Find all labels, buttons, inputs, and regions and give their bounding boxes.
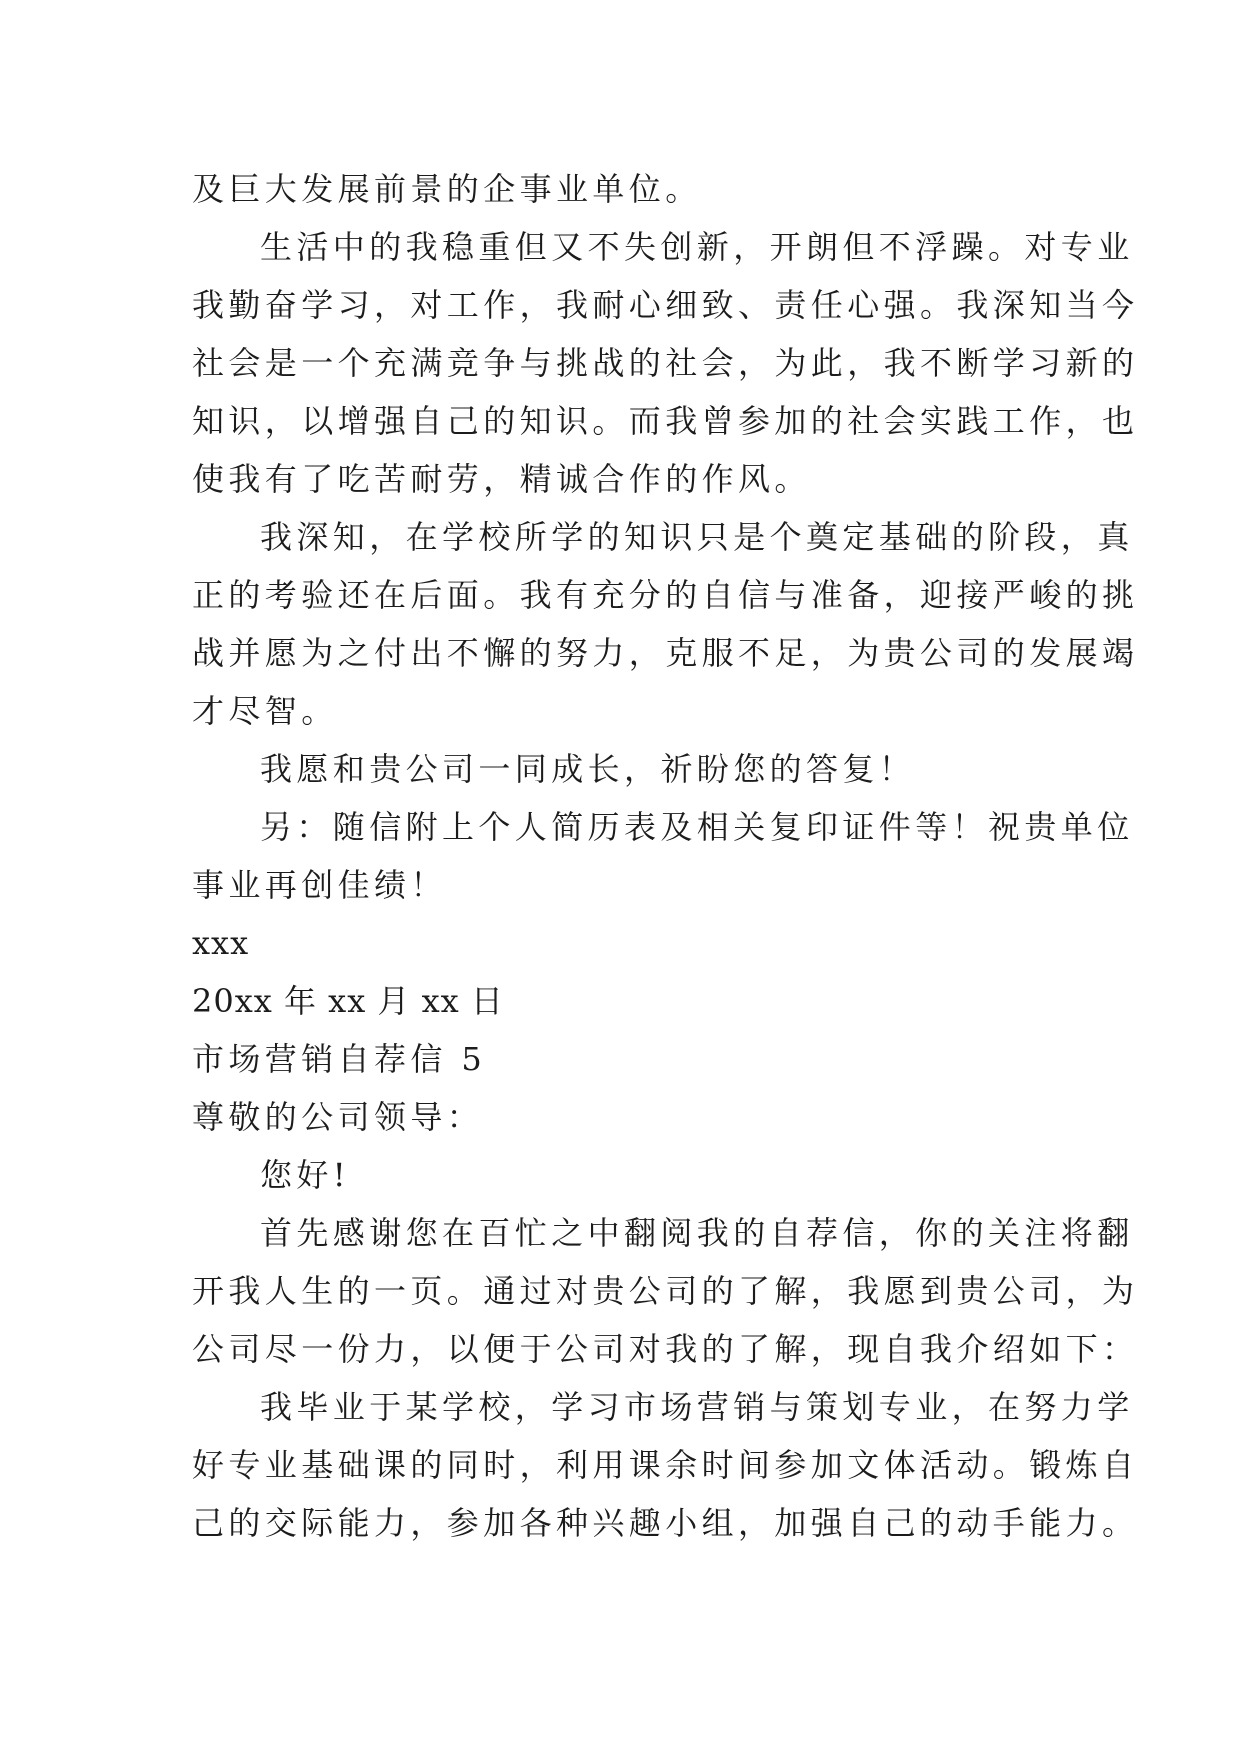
text-line-11: 我愿和贵公司一同成长，祈盼您的答复！ [260,750,916,788]
text-line-4: 社会是一个充满竞争与挑战的社会，为此，我不断学习新的 [192,344,1139,382]
greeting: 您好! [260,1156,351,1194]
text-line-13: 事业再创佳绩！ [192,866,447,904]
text-line-21: 公司尽一份力，以便于公司对我的了解，现自我介绍如下： [192,1330,1139,1368]
section-title: 市场营销自荐信 5 [192,1040,487,1078]
text-line-24: 己的交际能力，参加各种兴趣小组，加强自己的动手能力。 [192,1504,1139,1542]
signature-date: 20xx 年 xx 月 xx 日 [192,982,504,1020]
text-line-1: 及巨大发展前景的企事业单位。 [192,170,702,208]
salutation: 尊敬的公司领导： [192,1098,484,1136]
text-line-6: 使我有了吃苦耐劳，精诚合作的作风。 [192,460,811,498]
text-line-20: 开我人生的一页。通过对贵公司的了解，我愿到贵公司，为 [192,1272,1139,1310]
text-line-9: 战并愿为之付出不懈的努力，克服不足，为贵公司的发展竭 [192,634,1139,672]
document-page [192,160,1139,1552]
signature-name: xxx [192,924,250,962]
text-line-12: 另：随信附上个人简历表及相关复印证件等！祝贵单位 [260,808,1134,846]
text-line-5: 知识，以增强自己的知识。而我曾参加的社会实践工作，也 [192,402,1139,440]
text-line-8: 正的考验还在后面。我有充分的自信与准备，迎接严峻的挑 [192,576,1139,614]
text-line-3: 我勤奋学习，对工作，我耐心细致、责任心强。我深知当今 [192,286,1139,324]
text-line-19: 首先感谢您在百忙之中翻阅我的自荐信，你的关注将翻 [260,1214,1134,1252]
text-line-22: 我毕业于某学校，学习市场营销与策划专业，在努力学 [260,1388,1134,1426]
text-line-23: 好专业基础课的同时，利用课余时间参加文体活动。锻炼自 [192,1446,1139,1484]
text-line-7: 我深知，在学校所学的知识只是个奠定基础的阶段，真 [260,518,1134,556]
text-line-2: 生活中的我稳重但又不失创新，开朗但不浮躁。对专业 [260,228,1134,266]
text-line-10: 才尽智。 [192,692,338,730]
